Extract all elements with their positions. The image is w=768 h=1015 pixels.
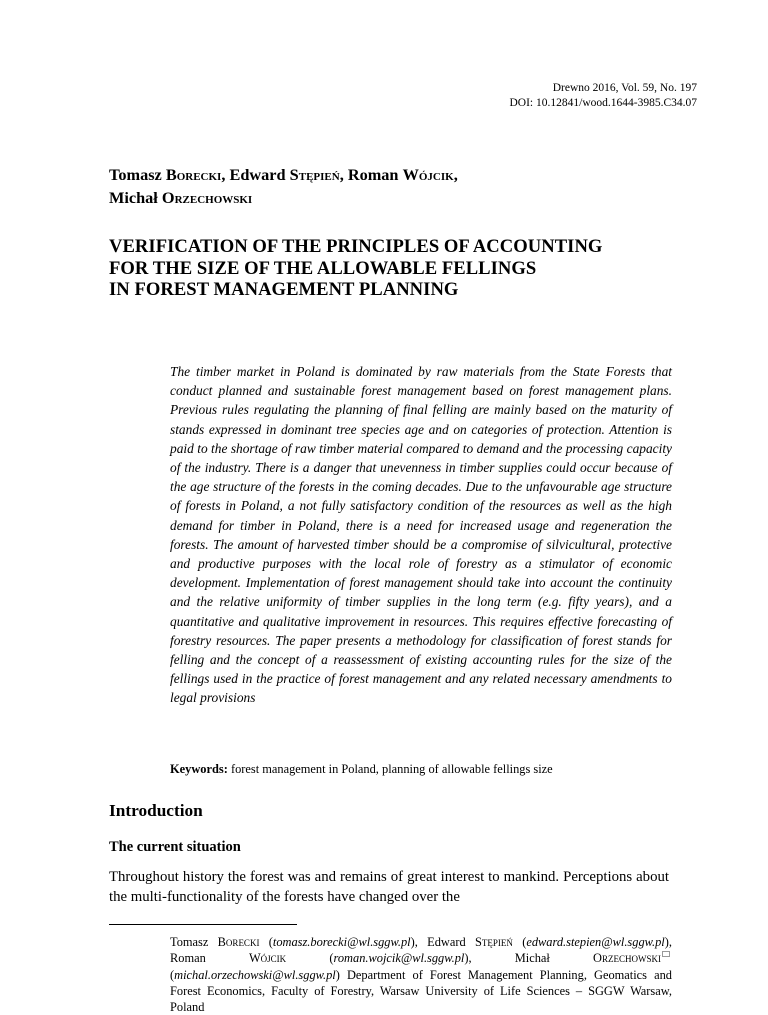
footnote-divider — [109, 924, 297, 925]
fn-author-email: edward.stepien@wl.sggw.pl — [526, 935, 665, 949]
author-last-name: Stępień — [289, 165, 340, 184]
abstract: The timber market in Poland is dominated by raw materials from the State Forests that conduct planned and sustainable forest management based on forest management plans. Previous rules regulating the planning of final felling are mainly based on the maturity of stands expressed in dominant tree species age and on categories of protection. Attention is paid to the shortage of raw timber material compared to demand and the processing capacity of the industry. There is a danger that unevenness in timber supplies could occur because of the age structure of the forests in the coming decades. Due to the unfavourable age structure of forests in Poland, a not fully satisfactory condition of the resources as well as the high demand for timber in Poland, there is a need for increased usage and regeneration the forests. The amount of harvested timber should be a compromise of silvicultural, protective and productive purposes with the local role of forestry as a stimulator of economic development. Implementation of forest management should take into account the continuity and the relative uniformity of timber supplies in the long term (e.g. fifty years), and a quantitative and qualitative improvement in resources. This requires effective forecasting of forestry resources. The paper presents a methodology for classification of forest stands for felling and the concept of a reassessment of existing accounting rules for the size of the fellings used in the practice of forest management and any related necessary amendments to legal provisions — [170, 364, 672, 706]
section-heading: Introduction — [109, 801, 203, 820]
fn-author-first: Michał — [514, 951, 550, 966]
author-first-name: Tomasz — [109, 165, 162, 184]
fn-author-last: Wójcik — [248, 951, 287, 966]
fn-author-last: Borecki — [217, 935, 260, 949]
fn-author-email: roman.wojcik@wl.sggw.pl — [333, 951, 465, 966]
author-first-name: Roman — [347, 165, 399, 184]
subsection-heading: The current situation — [109, 839, 241, 855]
title-line: FOR THE SIZE OF THE ALLOWABLE FELLINGS — [109, 257, 537, 279]
fn-author-last: Orzechowski — [593, 951, 661, 966]
fn-author-email: michal.orzechowski@wl.sggw.pl — [174, 967, 336, 982]
keywords-text: forest management in Poland, planning of allowable fellings size — [230, 762, 553, 776]
title-line: VERIFICATION OF THE PRINCIPLES OF ACCOUNTING — [109, 236, 603, 257]
envelope-icon — [662, 951, 670, 957]
paper-title — [109, 236, 709, 301]
author-first-name: Michał — [109, 188, 158, 207]
fn-author-last: Stępień — [475, 935, 513, 949]
author-last-name: Orzechowski — [161, 188, 253, 207]
keywords-label: Keywords: — [170, 762, 228, 776]
fn-author-first: Roman — [170, 951, 206, 966]
keywords — [170, 761, 672, 777]
fn-affiliation: Department of Forest Management Planning, Geomatics and Forest Economics, Faculty of Forestry, Warsaw University of Life Sciences – SGGW Warsaw, Poland — [170, 967, 672, 1015]
author-footnote: Tomasz Borecki (tomasz.borecki@wl.sggw.pl), Edward Stępień (edward.stepien@wl.sggw.pl), Roman Wójcik (roman.wojcik@wl.sggw.pl), Michał Orzechowski (michal.orzechowski@wl.sggw.pl) Department of Forest Management Planning, Geomatics and Forest Economics, Faculty of Forestry, Warsaw University of Life Sciences – SGGW Warsaw, Poland — [170, 935, 672, 1015]
journal-doi: DOI: 10.12841/wood.1644-3985.C34.07 — [509, 97, 697, 109]
journal-citation: Drewno 2016, Vol. 59, No. 197 — [552, 82, 697, 94]
journal-info — [297, 81, 697, 111]
author-last-name: Borecki — [165, 165, 222, 184]
fn-author-email: tomasz.borecki@wl.sggw.pl — [272, 935, 411, 949]
author-list: Tomasz Borecki, Edward Stępień, Roman Wójcik, Michał Orzechowski — [109, 165, 458, 207]
body-paragraph: Throughout history the forest was and remains of great interest to mankind. Perceptions about the multi-functionality of the forests have changed over the — [109, 869, 669, 906]
fn-author-first: Edward — [427, 935, 466, 949]
title-line: IN FOREST MANAGEMENT PLANNING — [109, 279, 459, 300]
fn-author-first: Tomasz — [170, 935, 209, 949]
author-last-name: Wójcik — [402, 165, 454, 184]
author-first-name: Edward — [229, 165, 286, 184]
